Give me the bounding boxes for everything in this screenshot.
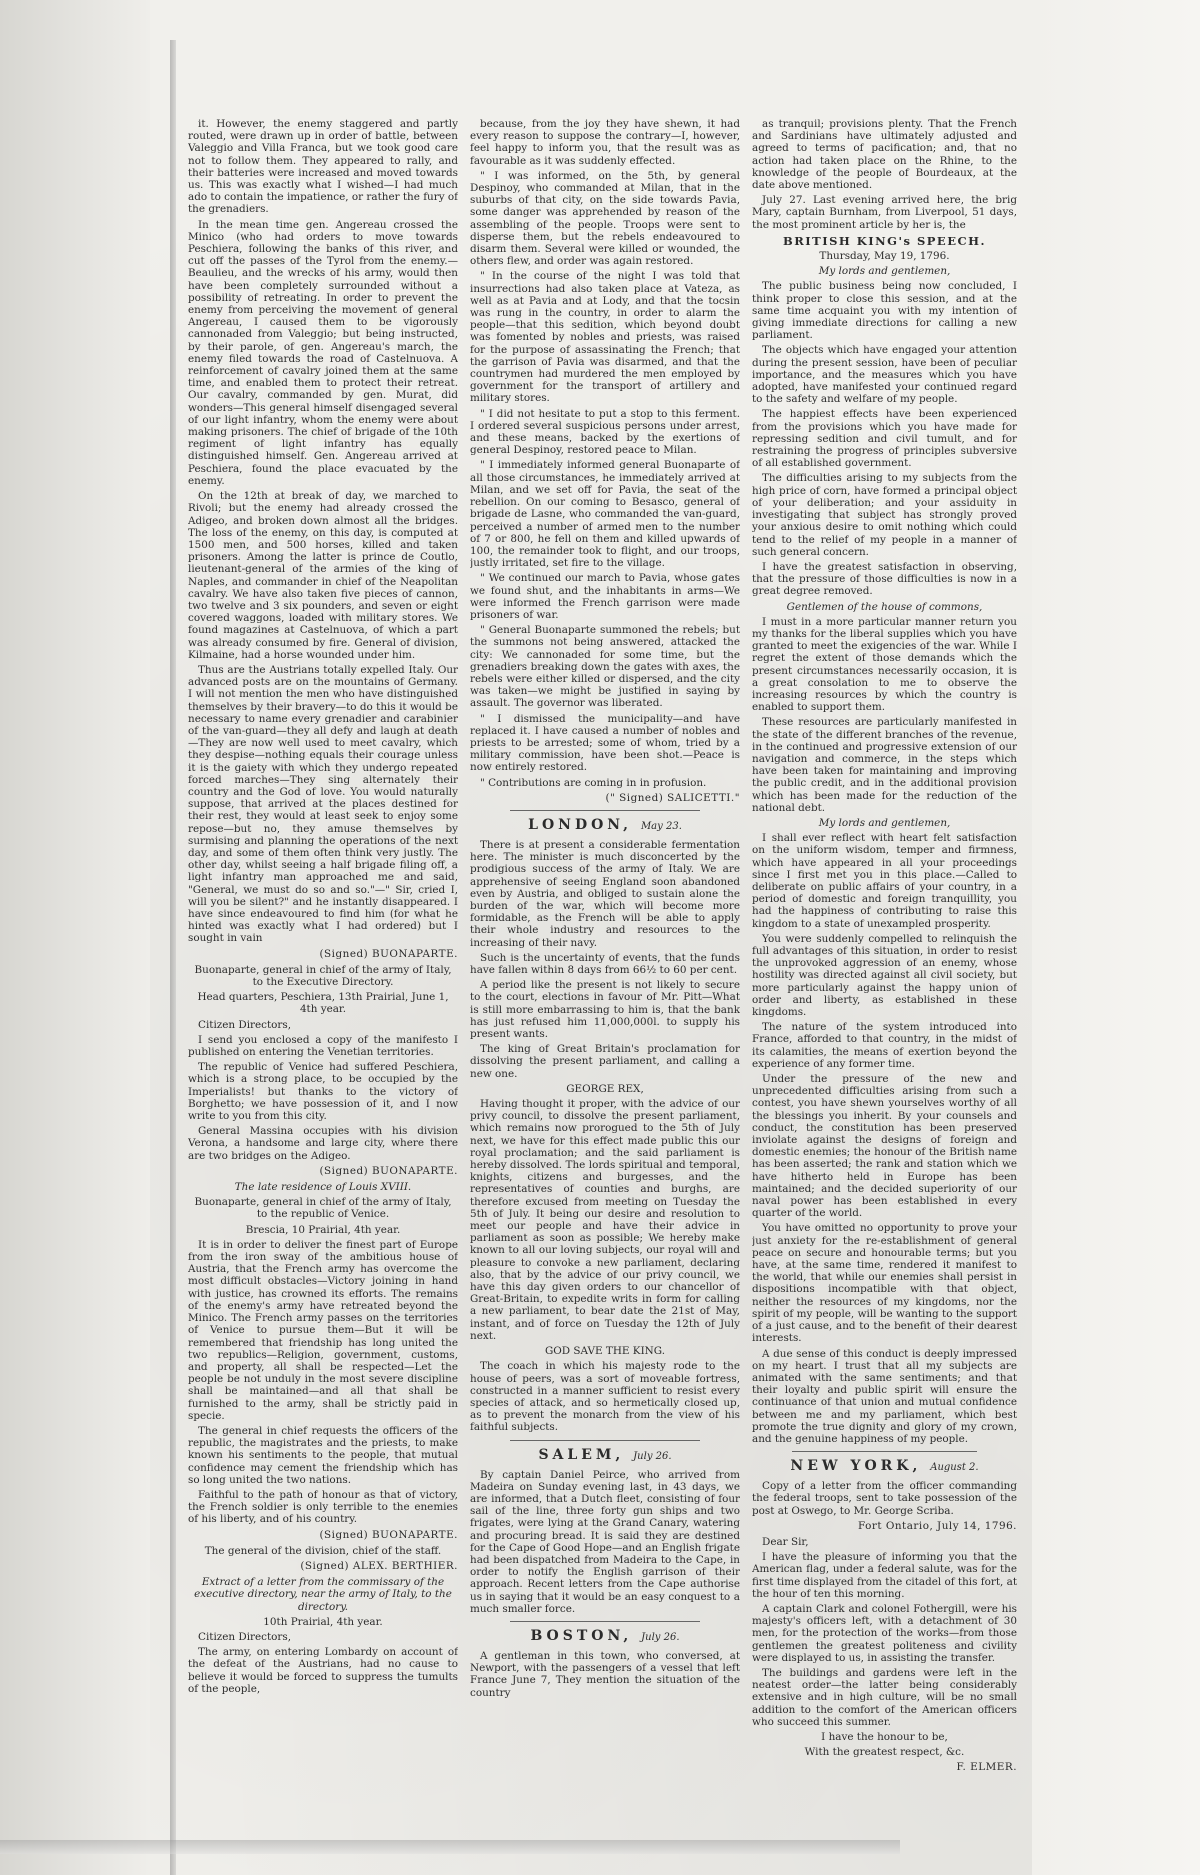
- salutation: Dear Sir,: [762, 1535, 809, 1548]
- paragraph: It is in order to deliver the finest part of Europe from the iron sway of the ambitious house of Austria, that the French army has overcome the most difficult obstacles—Victory joining in hand with justice, has crowned its efforts. The remains of the enemy's army have retreated beyond the Minico. The French army passes on the territories of Venice to pursue them—But it will be remembered that friendship has long united the two republics—Religion, government, customs, and property, all shall be respected—Let the people be not unduly in the most severe discipline shall be maintained—and all that shall be furnished to the army, shall be strictly paid in specie.: [188, 1238, 458, 1422]
- extract-heading: Extract of a letter from the commissary of the executive directory, near the army of Italy, to the directory.: [194, 1576, 452, 1613]
- paragraph: You were suddenly compelled to relinquish the full advantages of this situation, in order to resist the unprovoked aggression of an enemy, whose hostility was directed against all civil society, but more particularly against the happy union of order and liberty, as established in these kingdoms.: [752, 932, 1017, 1019]
- dateline: Head quarters, Peschiera, 13th Prairial, June 1, 4th year.: [197, 991, 449, 1016]
- paragraph: " I was informed, on the 5th, by general Despinoy, who commanded at Milan, that in the suburbs of that city, on the side towards Pavia, some danger was apprehended by reason of the assembling of the people. Troops were sent to disperse them, but the rebels endeavoured to disarm them. Several were killed or wounded, the others flew, and order was again restored.: [470, 169, 740, 268]
- paragraph: Copy of a letter from the officer commanding the federal troops, sent to take possession of the post at Oswego, to Mr. George Scriba.: [752, 1480, 1017, 1517]
- paragraph: it. However, the enemy staggered and partly routed, were drawn up in order of battle, between Valeggio and Villa Franca, but we took good care not to follow them. They appeared to rally, and their batteries were increased and moved towards us. This was exactly what I wished—I had much ado to contain the impatience, or rather the fury of the grenadiers.: [188, 118, 458, 216]
- paragraph: The army, on entering Lombardy on account of the defeat of the Austrians, had no cause to believe it would be forced to suppress the tumults of the people,: [188, 1646, 458, 1695]
- dateline-place: NEW YORK,: [790, 1458, 922, 1475]
- dateline-date: May 23.: [640, 820, 682, 832]
- paragraph: A due sense of this conduct is deeply impressed on my heart. I trust that all my subjects are animated with the same sentiments; and that their loyalty and public spirit will ensure the continuance of that union and mutual confidence between me and my parliament, which best promote the true dignity and glory of my crown, and the genuine happiness of my people.: [752, 1347, 1017, 1445]
- paragraph: Under the pressure of the new and unprecedented difficulties arising from such a contest, you have shewn yourselves worthy of all the blessings you inherit. By your counsels and conduct, the constitution has been preserved inviolate against the designs of foreign and domestic enemies; the honour of the British name has been asserted; the rank and station which we have hitherto held in Europe has been maintained; and the decided superiority of our naval power has been established in every quarter of the world.: [752, 1073, 1017, 1220]
- dateline: Brescia, 10 Prairial, 4th year.: [245, 1223, 401, 1236]
- address: My lords and gentlemen,: [818, 816, 951, 829]
- paragraph: " General Buonaparte summoned the rebels; but the summons not being answered, attacked the city: We cannonaded for some time, but the grenadiers breaking down the gates with axes, the rebels were either killed or dispersed, and the city was taken—we might be justified in saying by assault. The governor was liberated.: [470, 624, 740, 710]
- paragraph: The general in chief requests the officers of the republic, the magistrates and the priests, to make known his sentiments to the people, that mutual confidence may cement the friendship which has so long united the two nations.: [188, 1424, 458, 1486]
- paragraph: A period like the present is not likely to secure to the court, elections in favour of Mr. Pitt—What is still more embarrassing to him is, that the bank has just refused him 11,000,000l. to supply his present wants.: [470, 979, 740, 1041]
- paragraph: Having thought it proper, with the advice of our privy council, to dissolve the present parliament, which remains now prorogued to the 5th of July next, we have for this effect made public this our royal proclamation; and the said parliament is hereby dissolved. The lords spiritual and temporal, knights, citizens and burgesses, and the representatives of counties and burghs, are therefore excused from meeting on Tuesday the 5th of July. It being our desire and resolution to meet our people and have their advice in parliament as soon as possible; We hereby make known to all our loving subjects, our royal will and pleasure to convoke a new parliament, declaring also, that by the advice of our privy council, we have this day given orders to our chancellor of Great-Britain, to expedite writs in form for calling a new parliament, to bear date the 21st of May, instant, and of force on Tuesday the 12th of July next.: [470, 1098, 740, 1342]
- note: The late residence of Louis XVIII.: [234, 1181, 412, 1194]
- paragraph: I must in a more particular manner return you my thanks for the liberal supplies which you have granted to meet the exigencies of the war. While I regret the extent of those demands which the present circumstances necessarily occasion, it is a great consolation to me to observe the increasing resources by which the country is enabled to support them.: [752, 615, 1017, 714]
- dateline: Thursday, May 19, 1796.: [819, 250, 950, 263]
- paragraph: I send you enclosed a copy of the manifesto I published on entering the Venetian territories.: [188, 1033, 458, 1059]
- proclamation-signature: GEORGE REX,: [566, 1082, 644, 1095]
- dateline: Fort Ontario, July 14, 1796.: [857, 1519, 1017, 1532]
- section-dateline: [752, 1458, 1017, 1476]
- paragraph: The republic of Venice had suffered Peschiera, which is a strong place, to be occupied by the Imperialists! but thanks to the victory of Borghetto; we have possession of it, and I now write to you from this city.: [188, 1061, 458, 1123]
- note: The general of the division, chief of the staff.: [204, 1544, 442, 1557]
- signature: (Signed) BUONAPARTE.: [319, 947, 458, 960]
- dateline-place: LONDON,: [528, 816, 633, 833]
- dateline: 10th Prairial, 4th year.: [263, 1615, 383, 1628]
- dateline-date: July 26.: [641, 1631, 680, 1643]
- paragraph: Such is the uncertainty of events, that the funds have fallen within 8 days from 66½ to 60 per cent.: [470, 951, 740, 976]
- paragraph: I have the pleasure of informing you that the American flag, under a federal salute, was for the first time displayed from the citadel of this fort, at the hour of ten this morning.: [752, 1551, 1017, 1600]
- paragraph: The king of Great Britain's proclamation for dissolving the present parliament, and calling a new one.: [470, 1043, 740, 1080]
- paragraph: Faithful to the path of honour as that of victory, the French soldier is only terrible to the enemies of his liberty, and of his country.: [188, 1488, 458, 1526]
- signature: (" Signed) SALICETTI.": [605, 791, 740, 804]
- letter-heading: Buonaparte, general in chief of the army of Italy, to the Executive Directory.: [194, 963, 452, 989]
- section-dateline: [470, 1447, 740, 1465]
- paragraph: General Massina occupies with his division Verona, a handsome and large city, where there are two bridges on the Adigeo.: [188, 1125, 458, 1162]
- closing: With the greatest respect, &c.: [804, 1746, 965, 1759]
- divider: [510, 1440, 700, 1441]
- divider: [510, 1621, 700, 1622]
- signature: (Signed) BUONAPARTE.: [319, 1528, 458, 1541]
- paragraph: In the mean time gen. Angereau crossed the Minico (who had orders to move towards Peschiera, following the banks of this river, and cut off the passes of the Tyrol from the enemy.—Beaulieu, and the wrecks of his army, would then have been completely surrounded without a possibility of retreating. In order to prevent the enemy from perceiving the movement of general Angereau, I caused them to be vigorously cannonaded from Valeggio; but being instructed, by their parole, of gen. Angereau's march, the enemy filed towards the road of Castelnuova. A reinforcement of cavalry joined them at the same time, and enabled them to protect their retreat. Our cavalry, commanded by gen. Murat, did wonders—This general himself disengaged several of our light infantry, whom the enemy were about making prisoners. The chief of brigade of the 10th regiment of light infantry has equally distinguished himself. Gen. Angereau arrived at Peschiera, found the place evacuated by the enemy.: [188, 218, 458, 487]
- paragraph: The objects which have engaged your attention during the present session, have been of peculiar importance, and the measures which you have adopted, have manifested your continued regard to the safety and welfare of my people.: [752, 344, 1017, 406]
- paragraph: These resources are particularly manifested in the state of the different branches of the revenue, in the continued and progressive extension of our navigation and commerce, in the steps which have been taken for maintaining and improving the public credit, and in the additional provision which has been made for the reduction of the national debt.: [752, 716, 1017, 814]
- paragraph: The coach in which his majesty rode to the house of peers, was a sort of moveable fortress, constructed in a manner sufficient to resist every species of attack, and so hermetically closed up, as to prevent the monarch from the view of his faithful subjects.: [470, 1360, 740, 1434]
- section-headline: BRITISH KING's SPEECH.: [783, 233, 986, 248]
- paragraph: On the 12th at break of day, we marched to Rivoli; but the enemy had already crossed the Adigeo, and broken down almost all the bridges. The loss of the enemy, on this day, is computed at 1500 men, and 500 horses, killed and taken prisoners. Among the latter is prince de Coutlo, lieutenant-general of the armies of the king of Naples, and commander in chief of the Neapolitan cavalry. We have also taken five pieces of cannon, two twelve and 3 six pounders, and seven or eight covered waggons, loaded with military stores. We found magazines at Castelnuova, of which a part was already consumed by fire. General of division, Kilmaine, had a horse wounded under him.: [188, 490, 458, 661]
- signature: (Signed) ALEX. BERTHIER.: [300, 1559, 458, 1572]
- paragraph: The buildings and gardens were left in the neatest order—the latter being considerably extensive and in high culture, will be no small addition to the comfort of the American officers who succeed this summer.: [752, 1666, 1017, 1728]
- paragraph: " We continued our march to Pavia, whose gates we found shut, and the inhabitants in arms—We were informed the French garrison were made prisoners of war.: [470, 572, 740, 621]
- dateline-date: July 26.: [633, 1450, 672, 1462]
- closing: I have the honour to be,: [821, 1730, 948, 1743]
- salutation: Citizen Directors,: [198, 1630, 292, 1643]
- dateline-place: BOSTON,: [530, 1627, 633, 1644]
- signature: (Signed) BUONAPARTE.: [319, 1164, 458, 1177]
- paragraph: There is at present a considerable fermentation here. The minister is much disconcerted by the prodigious success of the army of Italy. We are apprehensive of seeing England soon abandoned even by Austria, and obliged to sustain alone the burden of the war, which will become more formidable, as the French will be able to apply their whole industry and resources to the increasing of their navy.: [470, 838, 740, 949]
- letter-heading: Buonaparte, general in chief of the army of Italy, to the republic of Venice.: [194, 1196, 452, 1221]
- column-2: [470, 118, 740, 1848]
- paragraph: You have omitted no opportunity to prove your just anxiety for the re-establishment of general peace on secure and honourable terms; but you have, at the same time, rendered it manifest to the world, that while our enemies shall persist in dispositions incompatible with that object, neither the resources of my kingdoms, nor the spirit of my people, will be wanting to the support of a just cause, and to the benefit of their dearest interests.: [752, 1222, 1017, 1345]
- paragraph: " I immediately informed general Buonaparte of all those circumstances, he immediately arrived at Milan, and we set off for Pavia, the seat of the rebellion. On our coming to Besasco, general of brigade de Lasne, who commanded the van-guard, perceived a number of armed men to the number of 7 or 800, he fell on them and killed upwards of 100, the remainder took to flight, and our troops, justly irritated, set fire to the village.: [470, 459, 740, 570]
- paragraph: A gentleman in this town, who conversed, at Newport, with the passengers of a vessel that left France June 7, They mention the situation of the country: [470, 1649, 740, 1699]
- divider: [792, 1451, 977, 1452]
- paragraph: The difficulties arising to my subjects from the high price of corn, have formed a principal object of your deliberation; and your assiduity in investigating that subject has strongly proved your anxious desire to omit nothing which could tend to the relief of my people in a manner of such general concern.: [752, 472, 1017, 558]
- signature: F. ELMER.: [956, 1761, 1017, 1774]
- paragraph: The happiest effects have been experienced from the provisions which you have made for repressing sedition and civil tumult, and for restraining the progress of principles subversive of all established government.: [752, 408, 1017, 470]
- dateline-place: SALEM,: [538, 1446, 625, 1463]
- address: Gentlemen of the house of commons,: [786, 600, 983, 613]
- paragraph: By captain Daniel Peirce, who arrived from Madeira on Sunday evening last, in 43 days, we are informed, that a Dutch fleet, consisting of four sail of the line, three forty gun ships and two frigates, were lying at the Grand Canary, watering and procuring bread. It is said they are destined for the Cape of Good Hope—and an English frigate had been dispatched from Madeira to the Cape, in order to notify the English garrison of their approach. Recent letters from the Cape authorise us in saying that it would be an easy conquest to a much smaller force.: [470, 1468, 740, 1615]
- section-dateline: [470, 1628, 740, 1646]
- paragraph: Thus are the Austrians totally expelled Italy. Our advanced posts are on the mountains of Germany. I will not mention the men who have distinguished themselves by their bravery—to do this it would be necessary to name every grenadier and carabinier of the van-guard—they all defy and laugh at death—They are now well used to meet cavalry, which they despise—nothing equals their courage unless it is the gaiety with which they undergo repeated forced marches—They sing alternately their country and the God of love. You would naturally suppose, that arrived at the places destined for their rest, they would at least seek to enjoy some repose—but no, they amuse themselves by surmising and planning the operations of the next day, and some of them often think very justly. The other day, whilst seeing a half brigade filing off, a light infantry man approached me and said, "General, we must do so and so."—" Sir, cried I, will you be silent?" and he instantly disappeared. I have since endeavoured to find him (for what he hinted was exactly what I had ordered) but I sought in vain: [188, 663, 458, 945]
- dateline-date: August 2.: [930, 1462, 979, 1474]
- paragraph: The public business being now concluded, I think proper to close this session, and at the same time acquaint you with my intention of giving immediate directions for calling a new parliament.: [752, 280, 1017, 342]
- paragraph: The nature of the system introduced into France, afforded to that country, in the midst of its calamities, the means of exertion beyond the experience of any former time.: [752, 1021, 1017, 1070]
- paragraph: as tranquil; provisions plenty. That the French and Sardinians have ultimately adjusted and agreed to terms of pacification; and, that no action had taken place on the Rhine, to the knowledge of the people of Bourdeaux, at the date above mentioned.: [752, 118, 1017, 192]
- paragraph: " In the course of the night I was told that insurrections had also taken place at Vateza, as well as at Pavia and at Lody, and that the tocsin was rung in the country, in order to alarm the people—that this sedition, which beyond doubt was fomented by nobles and priests, was raised for the purpose of assassinating the French; that the garrison of Pavia was disarmed, and that the countrymen had murdered the men employed by government for the transport of artillery and military stores.: [470, 270, 740, 405]
- paragraph: because, from the joy they have shewn, it had every reason to suppose the contrary—I, however, feel happy to inform you, that the result was as favourable as it was suddenly effected.: [470, 118, 740, 167]
- paragraph: I shall ever reflect with heart felt satisfaction on the uniform wisdom, temper and firmness, which have appeared in all your proceedings since I first met you in this place.—Called to deliberate on public affairs of your country, in a period of domestic and foreign tranquillity, you had the happiness of contributing to raise this kingdom to a state of unexampled prosperity.: [752, 832, 1017, 930]
- paragraph: A captain Clark and colonel Fothergill, were his majesty's officers left, with a detachment of 30 men, for the protection of the works—from those gentlemen the greatest politeness and civility were displayed to us, in assisting the transfer.: [752, 1602, 1017, 1664]
- paragraph: July 27. Last evening arrived here, the brig Mary, captain Burnham, from Liverpool, 51 days, the most prominent article by her is, the: [752, 194, 1017, 231]
- page-margin-right: [1032, 0, 1200, 1875]
- divider: [510, 810, 700, 811]
- paragraph: I have the greatest satisfaction in observing, that the pressure of those difficulties is now in a great degree removed.: [752, 560, 1017, 598]
- paragraph: " I did not hesitate to put a stop to this ferment. I ordered several suspicious persons under arrest, and these means, backed by the exertions of general Despinoy, restored peace to Milan.: [470, 407, 740, 457]
- section-dateline: [470, 817, 740, 835]
- salutation: Citizen Directors,: [198, 1018, 292, 1031]
- binding-shadow: [170, 40, 176, 1875]
- column-3: [752, 118, 1017, 1848]
- closing-line: GOD SAVE THE KING.: [544, 1345, 666, 1358]
- paragraph: " I dismissed the municipality—and have replaced it. I have caused a number of nobles and priests to be arrested; some of whom, tried by a military commission, have been shot.—Peace is now entirely restored.: [470, 712, 740, 774]
- column-1: [188, 118, 458, 1848]
- address: My lords and gentlemen,: [818, 265, 951, 278]
- book-binding: [0, 0, 150, 1875]
- paragraph: " Contributions are coming in in profusion.: [480, 776, 707, 789]
